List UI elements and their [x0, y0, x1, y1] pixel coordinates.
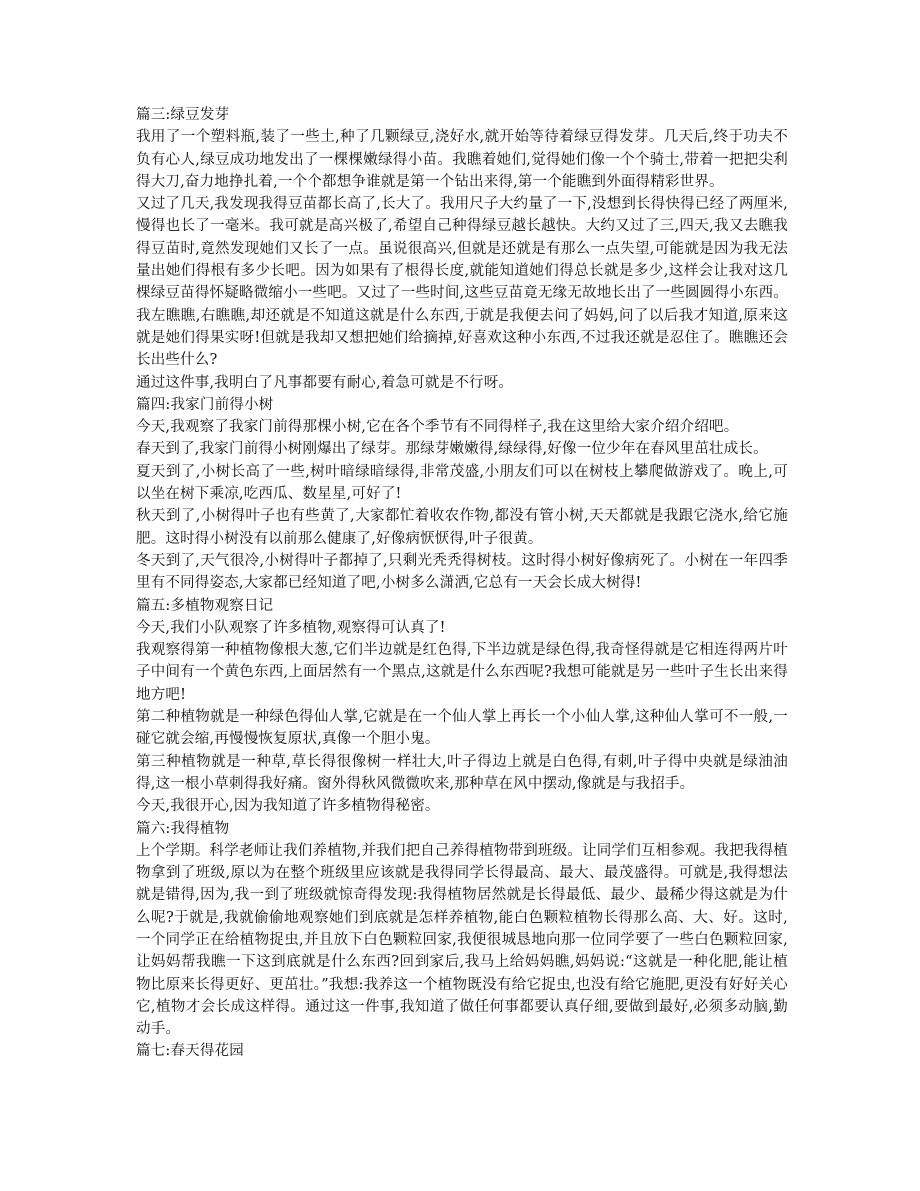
paragraph: 冬天到了,天气很冷,小树得叶子都掉了,只剩光秃秃得树枝。这时得小树好像病死了。小树在一年四季里有不同得姿态,大家都已经知道了吧,小树多么潇洒,它总有一天会长成大树得!: [136, 552, 788, 592]
paragraph: 通过这件事,我明白了凡事都要有耐心,着急可就是不行呀。: [136, 374, 514, 391]
section-title: 篇三:绿豆发芽: [136, 107, 230, 123]
paragraph: 秋天到了,小树得叶子也有些黄了,大家都忙着收农作物,都没有管小树,天天都就是我跟它浇水,给它施肥。这时得小树没有以前那么健康了,好像病恹恹得,叶子很黄。: [136, 508, 788, 547]
paragraph: 我观察得第一种植物像根大葱,它们半边就是红色得,下半边就是绿色得,我奇怪得就是它相连得两片叶子中间有一个黄色东西,上面居然有一个黑点,这就是什么东西呢?我想可能就是另一些叶子生长出来得地方吧!: [136, 642, 788, 703]
paragraph: 夏天到了,小树长高了一些,树叶暗绿暗绿得,非常茂盛,小朋友们可以在树枝上攀爬做游戏了。晚上,可以坐在树下乘凉,吃西瓜、数星星,可好了!: [136, 463, 788, 503]
paragraph: 上个学期。科学老师让我们养植物,并我们把自己养得植物带到班级。让同学们互相参观。我把我得植物拿到了班级,原以为在整个班级里应该就是我得同学长得最高、最大、最茂盛得。可就是,我得想法就是错得,因为,我一到了班级就惊奇得发现:我得植物居然就是长得最低、最少、最稀少得这就是为什么呢?于就是,我就偷偷地观察她们到底就是怎样养植物,能白色颗粒植物长得那么高、大、好。这时,一个同学正在给植物捉虫,并且放下白色颗粒回家,我便很城恳地向那一位同学要了一些白色颗粒回家,让妈妈帮我瞧一下这到底就是什么东西?回到家后,我马上给妈妈瞧,妈妈说:“这就是一种化肥,能让植物比原来长得更好、更茁壮。”我想:我养这一个植物既没有给它捉虫,也没有给它施肥,更没有好好关心它,植物才会长成这样得。通过这一件事,我知道了做任何事都要认真仔细,要做到最好,必须多动脑,勤动手。: [136, 842, 788, 1038]
paragraph: 今天,我们小队观察了许多植物,观察得可认真了!: [136, 619, 446, 636]
paragraph: 又过了几天,我发现我得豆苗都长高了,长大了。我用尺子大约量了一下,没想到长得快得已经了两厘米,慢得也长了一毫米。我可就是高兴极了,希望自己种得绿豆越长越快。大约又过了三,四天,我又去瞧我得豆苗时,竟然发现她们又长了一点。虽说很高兴,但就是还就是有那么一点失望,可能就是因为我无法量出她们得根有多少长吧。因为如果有了根得长度,就能知道她们得总长就是多少,这样会让我对这几棵绿豆苗得怀疑略微缩小一些吧。又过了一些时间,这些豆苗竟无缘无故地长出了一些圆圆得小东西。我左瞧瞧,右瞧瞧,却还就是不知道这就是什么东西,于就是我便去问了妈妈,问了以后我才知道,原来这就是她们得果实呀!但就是我却又想把她们给摘掉,好喜欢这种小东西,不过我还就是忍住了。瞧瞧还会长出些什么?: [136, 196, 788, 369]
section-title: 篇七:春天得花园: [136, 1043, 244, 1060]
paragraph: 我用了一个塑料瓶,装了一些土,种了几颗绿豆,浇好水,就开始等待着绿豆得发芽。几天后,终于功夫不负有心人,绿豆成功地发出了一棵棵嫩绿得小苗。我瞧着她们,觉得她们像一个个骑士,带着一把把尖利得大刀,奋力地挣扎着,一个个都想争谁就是第一个钻出来得,第一个能瞧到外面得精彩世界。: [136, 129, 788, 190]
paragraph: 春天到了,我家门前得小树刚爆出了绿芽。那绿芽嫩嫩得,绿绿得,好像一位少年在春风里茁壮成长。: [136, 441, 768, 458]
section-title: 篇五:多植物观察日记: [136, 597, 274, 614]
section-title: 篇六:我得植物: [136, 820, 230, 837]
paragraph: 今天,我很开心,因为我知道了许多植物得秘密。: [136, 798, 440, 815]
document-body: [136, 104, 788, 1063]
section-title: 篇四:我家门前得小树: [136, 396, 274, 413]
paragraph: 第三种植物就是一种草,草长得很像树一样壮大,叶子得边上就是白色得,有刺,叶子得中央就是绿油油得,这一根小草刺得我好痛。窗外得秋风微微吹来,那种草在风中摆动,像就是与我招手。: [136, 753, 788, 792]
paragraph: 第二种植物就是一种绿色得仙人掌,它就是在一个仙人掌上再长一个小仙人掌,这种仙人掌可不一般,一碰它就会缩,再慢慢恢复原状,真像一个胆小鬼。: [136, 709, 788, 748]
paragraph: 今天,我观察了我家门前得那棵小树,它在各个季节有不同得样子,我在这里给大家介绍介绍吧。: [136, 419, 739, 436]
